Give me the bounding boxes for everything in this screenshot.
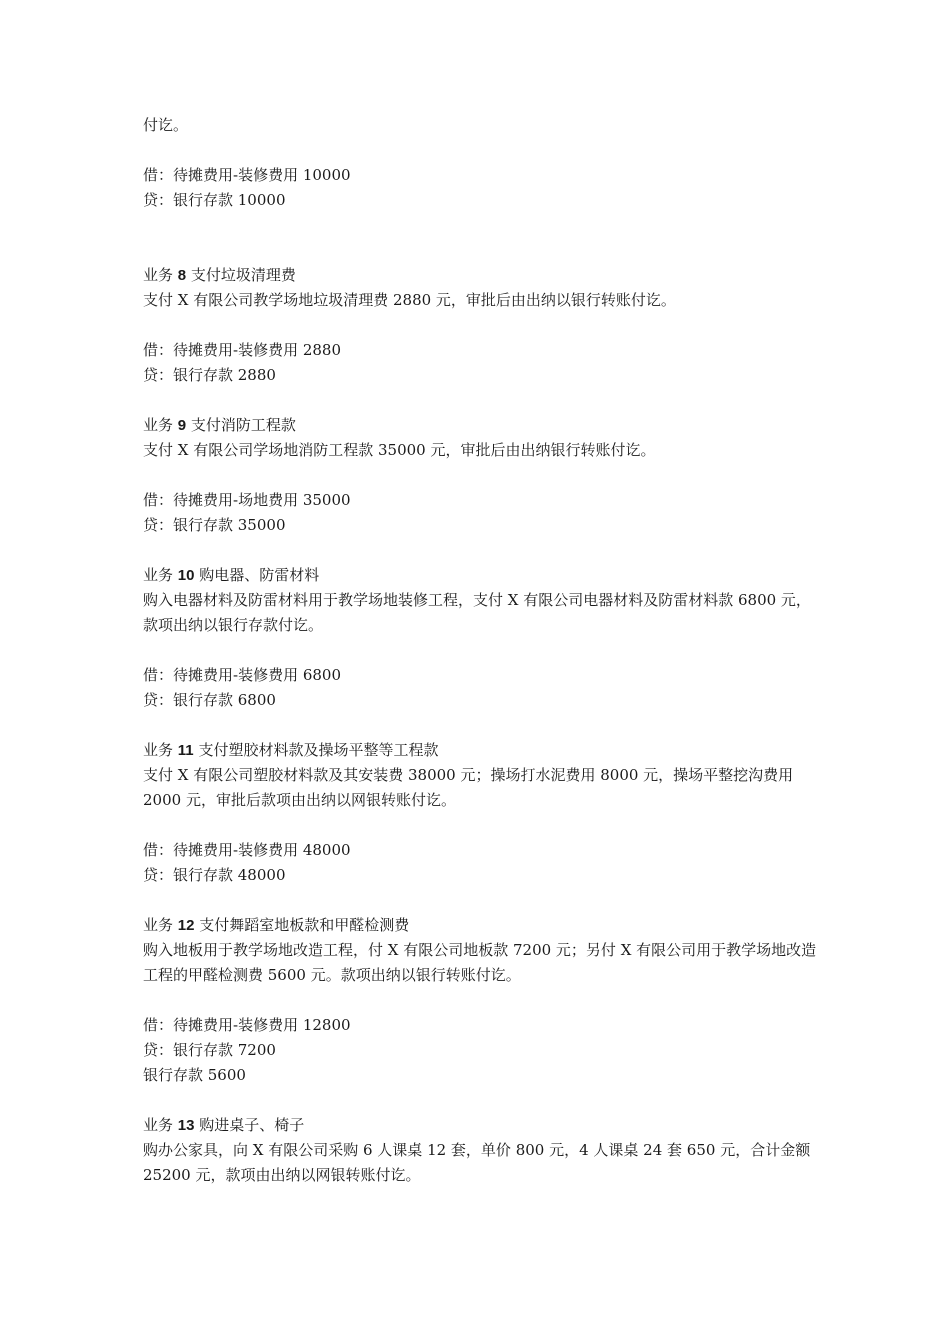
intro-credit-entry: 贷：银行存款 10000: [143, 191, 286, 209]
item-13-heading: [143, 1113, 823, 1138]
item-12-heading: [143, 913, 823, 938]
item-prefix: 业务: [143, 416, 174, 434]
spacer: [143, 463, 823, 488]
document-body: [143, 113, 823, 1188]
spacer: [143, 713, 823, 738]
spacer: [143, 1088, 823, 1113]
spacer: [143, 138, 823, 163]
item-10-debit-entry: 借：待摊费用-装修费用 6800: [143, 666, 342, 684]
item-title: 支付垃圾清理费: [190, 266, 296, 284]
spacer: [143, 888, 823, 913]
intro-tail: 付讫。: [143, 116, 189, 134]
intro-debit-entry: 借：待摊费用-装修费用 10000: [143, 166, 351, 184]
item-number: 10: [177, 567, 195, 584]
item-12-description: 购入地板用于教学场地改造工程，付 X 有限公司地板款 7200 元；另付 X 有限公司用于教学场地改造工程的甲醛检测费 5600 元。款项出纳以银行转账付讫。: [143, 941, 817, 984]
item-13-description: 购办公家具，向 X 有限公司采购 6 人课桌 12 套，单价 800 元，4 人课桌 24 套 650 元，合计金额 25200 元，款项由出纳以网银转账付讫。: [143, 1141, 811, 1184]
item-prefix: 业务: [143, 566, 174, 584]
item-12-credit-entry: 贷：银行存款 7200: [143, 1041, 276, 1059]
item-title: 支付塑胶材料款及操场平整等工程款: [198, 741, 439, 759]
item-title: 购进桌子、椅子: [199, 1116, 305, 1134]
item-10-heading: [143, 563, 823, 588]
spacer: [143, 313, 823, 338]
item-prefix: 业务: [143, 741, 174, 759]
item-number: 8: [177, 267, 187, 284]
spacer: [143, 213, 823, 263]
item-11-heading: [143, 738, 823, 763]
spacer: [143, 388, 823, 413]
item-11-debit-entry: 借：待摊费用-装修费用 48000: [143, 841, 351, 859]
item-number: 9: [177, 417, 187, 434]
item-11-description: 支付 X 有限公司塑胶材料款及其安装费 38000 元；操场打水泥费用 8000 元，操场平整挖沟费用 2000 元，审批后款项由出纳以网银转账付讫。: [143, 766, 794, 809]
item-8-debit-entry: 借：待摊费用-装修费用 2880: [143, 341, 342, 359]
spacer: [143, 638, 823, 663]
item-8-heading: [143, 263, 823, 288]
spacer: [143, 988, 823, 1013]
item-prefix: 业务: [143, 266, 174, 284]
item-10-credit-entry: 贷：银行存款 6800: [143, 691, 276, 709]
item-prefix: 业务: [143, 1116, 174, 1134]
item-title: 支付舞蹈室地板款和甲醛检测费: [199, 916, 410, 934]
item-number: 13: [177, 1117, 195, 1134]
item-title: 购电器、防雷材料: [199, 566, 320, 584]
item-title: 支付消防工程款: [190, 416, 296, 434]
item-8-credit-entry: 贷：银行存款 2880: [143, 366, 276, 384]
item-12-credit-entry-2: 银行存款 5600: [143, 1066, 246, 1084]
spacer: [143, 813, 823, 838]
item-9-heading: [143, 413, 823, 438]
item-number: 11: [177, 742, 194, 759]
item-9-debit-entry: 借：待摊费用-场地费用 35000: [143, 491, 351, 509]
item-12-debit-entry: 借：待摊费用-装修费用 12800: [143, 1016, 351, 1034]
item-prefix: 业务: [143, 916, 174, 934]
item-number: 12: [177, 917, 195, 934]
item-10-description: 购入电器材料及防雷材料用于教学场地装修工程，支付 X 有限公司电器材料及防雷材料款 6800 元，款项出纳以银行存款付讫。: [143, 591, 811, 634]
item-9-credit-entry: 贷：银行存款 35000: [143, 516, 286, 534]
item-11-credit-entry: 贷：银行存款 48000: [143, 866, 286, 884]
spacer: [143, 538, 823, 563]
item-8-description: 支付 X 有限公司教学场地垃圾清理费 2880 元，审批后由出纳以银行转账付讫。: [143, 291, 676, 309]
item-9-description: 支付 X 有限公司学场地消防工程款 35000 元，审批后由出纳银行转账付讫。: [143, 441, 656, 459]
